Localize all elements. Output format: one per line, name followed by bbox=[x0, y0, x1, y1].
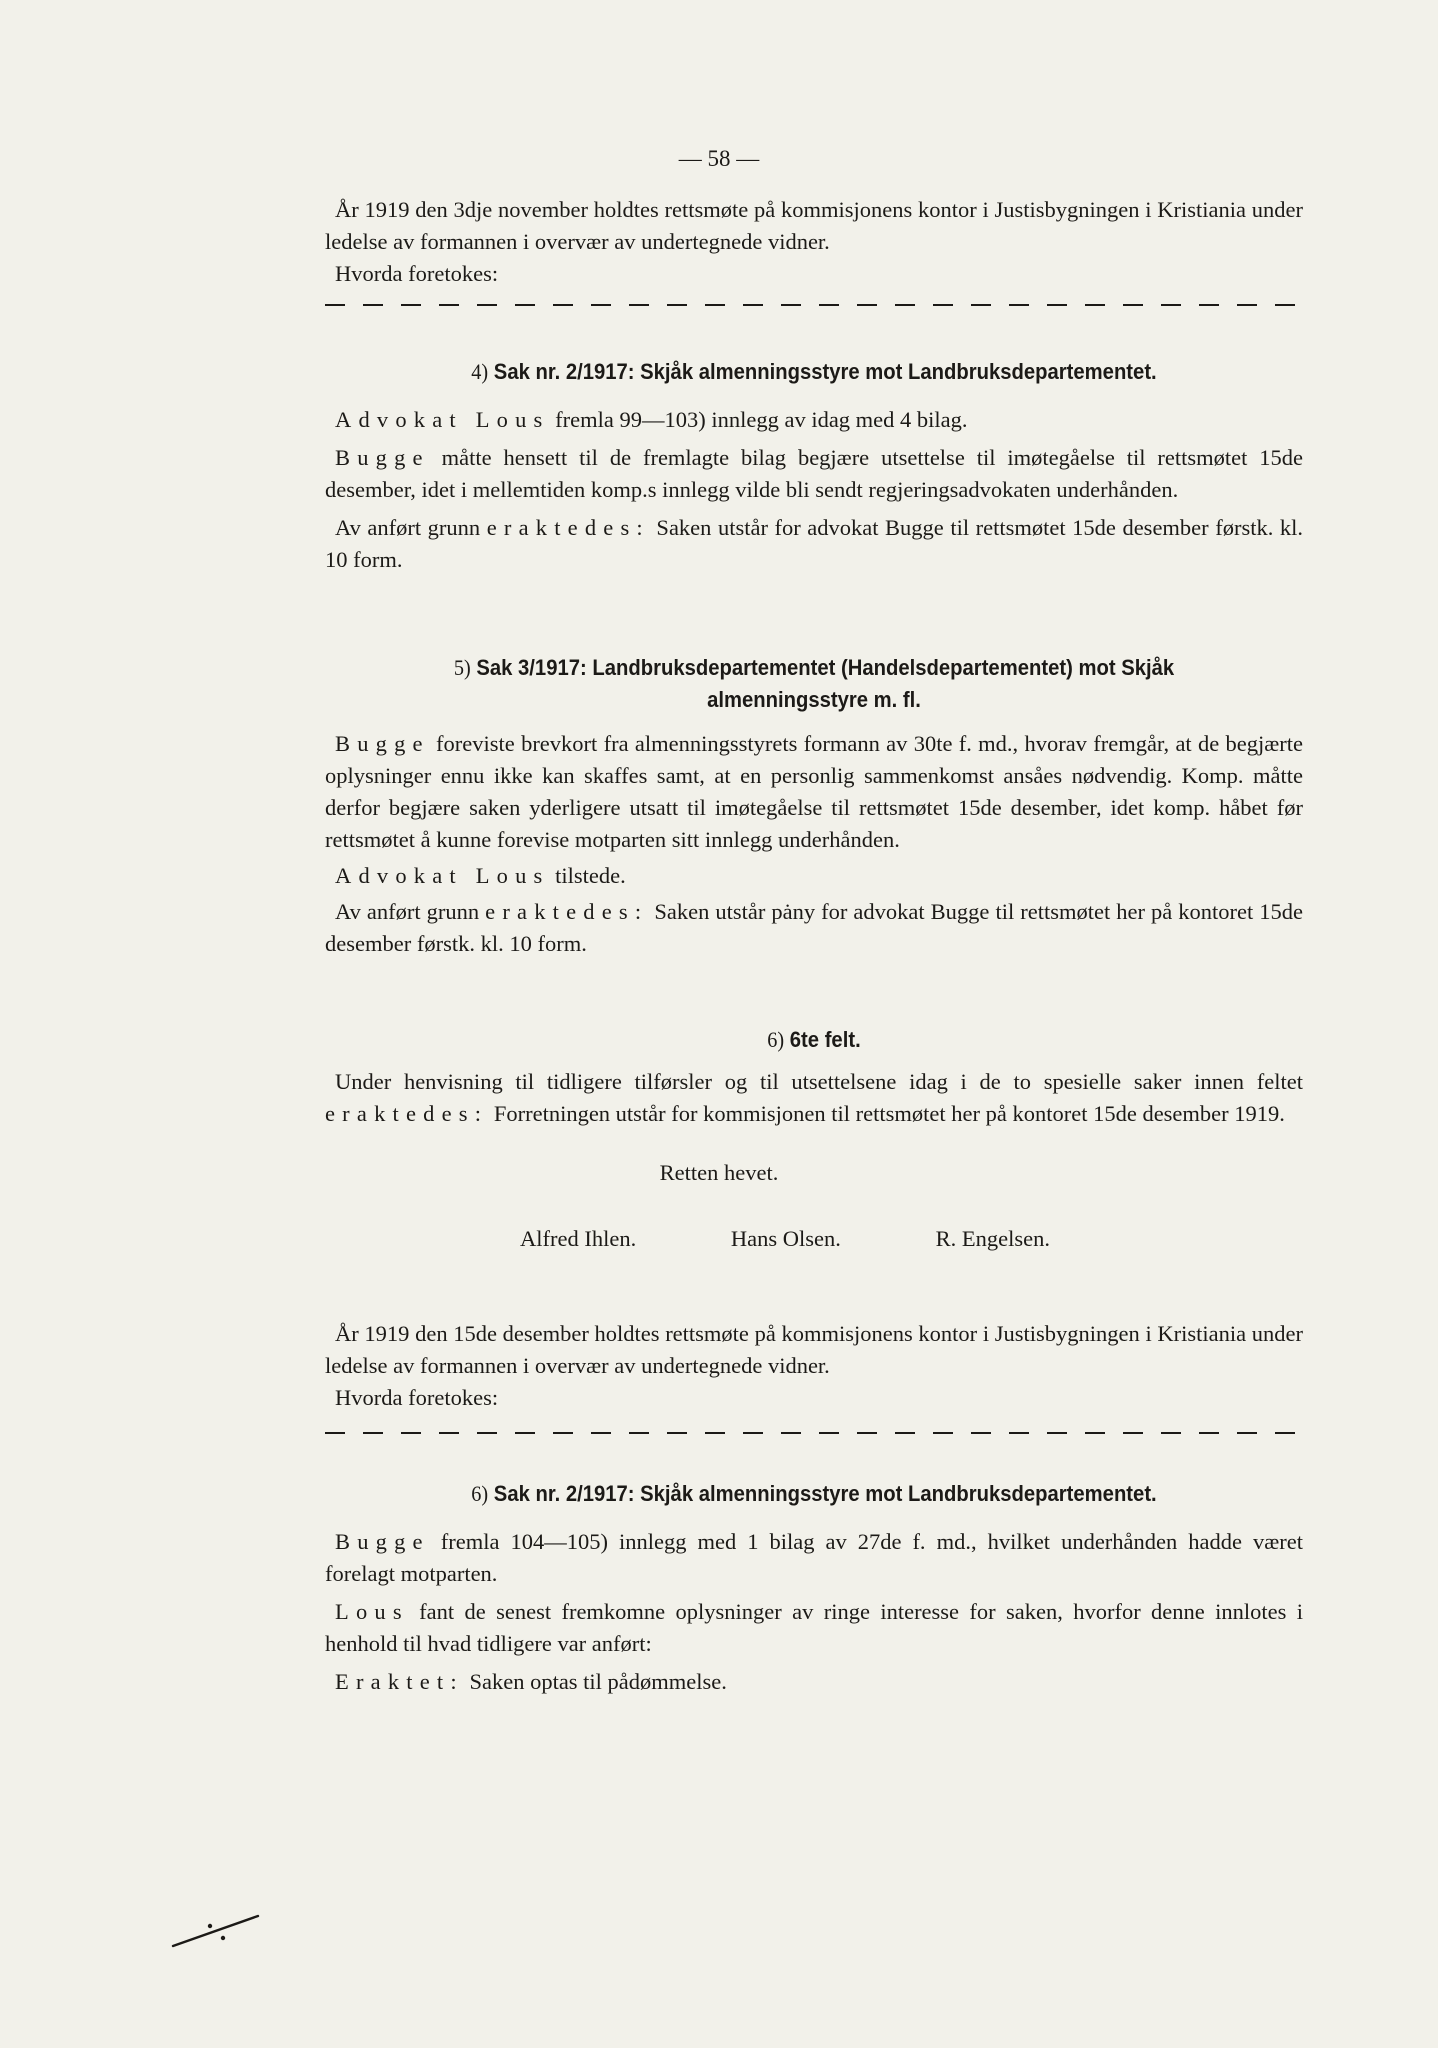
meeting-1-intro bbox=[325, 194, 1303, 290]
case-6b-para-1: Bugge fremla 104—105) innlegg med 1 bilag av 27de f. md., hvilket underhånden hadde været forelagt motparten. bbox=[325, 1529, 1303, 1586]
case-6b-para-2: Lous fant de senest fremkomne oplysninger av ringe interesse for saken, hvorfor denne innlotes i henhold til hvad tidligere var anført: bbox=[325, 1599, 1303, 1656]
case-6-heading: 6) 6te felt. bbox=[767, 1027, 861, 1052]
case-5-heading: 5) Sak 3/1917: Landbruksdepartementet (Handelsdepartementet) mot Skjåk almenningsstyre m. fl. bbox=[453, 655, 1175, 712]
case-4-body bbox=[325, 404, 1303, 576]
meeting-2-hvorda: Hvorda foretokes: bbox=[335, 1385, 499, 1410]
case-4-para-3: Av anført grunn eraktedes: Saken utstår for advokat Bugge til rettsmøtet 15de desember førstk. kl. 10 form. bbox=[325, 515, 1303, 572]
signature-1: Alfred Ihlen. bbox=[520, 1226, 637, 1251]
case-4-heading: 4) Sak nr. 2/1917: Skjåk almenningsstyre mot Landbruksdepartementet. bbox=[471, 359, 1157, 384]
case-6b-heading: 6) Sak nr. 2/1917: Skjåk almenningsstyre mot Landbruksdepartementet. bbox=[471, 1481, 1157, 1506]
case-5-para-3: Av anført grunn eraktedes: Saken utstår pȧny for advokat Bugge til rettsmøtet her på kontoret 15de desember førstk. kl. 10 form. bbox=[325, 899, 1303, 956]
signatures bbox=[520, 1226, 1050, 1252]
meeting-2-text: År 1919 den 15de desember holdtes rettsmøte på kommisjonens kontor i Justisbygningen i Kristiania under ledelse av formannen i overvær av undertegnede vidner. bbox=[325, 1321, 1303, 1378]
meeting-1-hvorda: Hvorda foretokes: bbox=[335, 261, 499, 286]
meeting-1-text: År 1919 den 3dje november holdtes rettsmøte på kommisjonens kontor i Justisbygningen i Kristiania under ledelse av formannen i overvær av undertegnede vidner. bbox=[325, 197, 1303, 254]
separator-dashes-2 bbox=[325, 1432, 1303, 1434]
case-4-para-2: Bugge måtte hensett til de fremlagte bilag begjære utsettelse til imøtegåelse til rettsmøtet 15de desember, idet i mellemtiden komp.s innlegg vilde bli sendt regjeringsadvokaten underhånden. bbox=[325, 445, 1303, 502]
margin-mark-icon bbox=[168, 1908, 268, 1958]
case-4-para-1: Advokat Lous fremla 99—103) innlegg av idag med 4 bilag. bbox=[335, 407, 968, 432]
case-5-body bbox=[325, 728, 1303, 960]
closing-line: Retten hevet. bbox=[659, 1160, 779, 1185]
case-6b-body bbox=[325, 1526, 1303, 1698]
case-5-para-1: Bugge foreviste brevkort fra almenningsstyrets formann av 30te f. md., hvorav fremgår, at de begjærte oplysninger ennu ikke kan skaffes samt, at en personlig sammenkomst ansåes nødvendig. Komp. måtte derfor begjære saken yderligere utsatt til imøtegåelse til rettsmøtet 15de desember, idet komp. håbet før rettsmøtet å kunne forevise motparten sitt innlegg underhånden. bbox=[325, 731, 1303, 852]
case-6-para-1: Under henvisning til tidligere tilførsler og til utsettelsene idag i de to spesielle saker innen feltet eraktedes: Forretningen utstår for kommisjonen til rettsmøtet her på kontoret 15de desember 1919. bbox=[325, 1069, 1303, 1126]
page-number: — 58 — bbox=[678, 146, 760, 171]
signature-3: R. Engelsen. bbox=[935, 1226, 1050, 1251]
case-6b-para-3: Eraktet: Saken optas til pådømmelse. bbox=[335, 1669, 727, 1694]
meeting-2-intro bbox=[325, 1318, 1303, 1414]
case-6-body bbox=[325, 1066, 1303, 1130]
signature-2: Hans Olsen. bbox=[730, 1226, 841, 1251]
case-5-para-2: Advokat Lous tilstede. bbox=[335, 863, 626, 888]
separator-dashes bbox=[325, 304, 1303, 306]
